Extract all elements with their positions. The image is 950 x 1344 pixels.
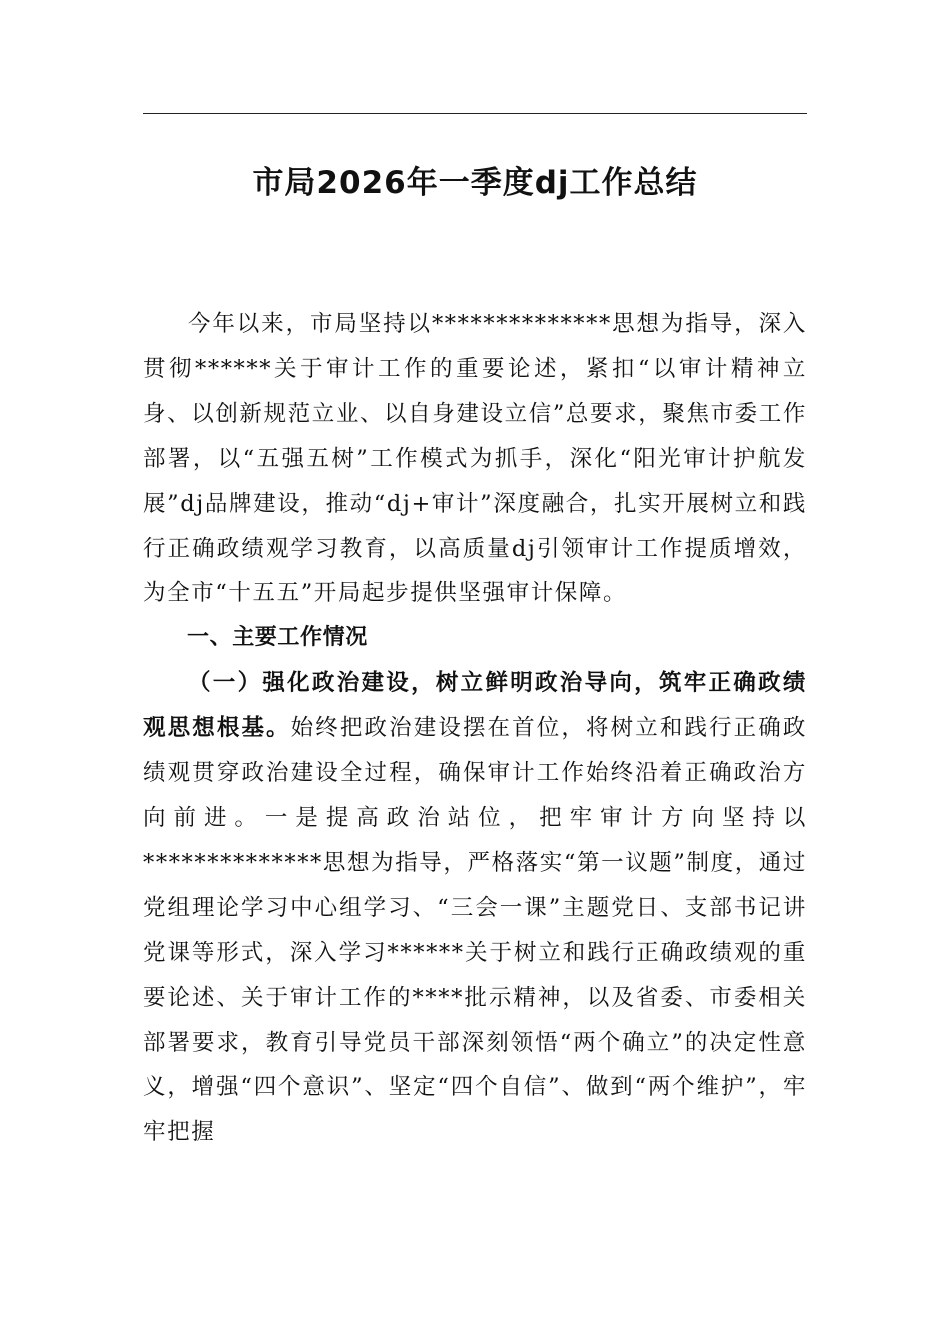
section-heading-main-work: 一、主要工作情况 [187, 625, 368, 651]
document-title: 市局2026年一季度dj工作总结 [252, 165, 698, 201]
intro-paragraph: 今年以来，市局坚持以**************思想为指导，深入贯彻******关于审计工作的重要论述，紧扣“以审计精神立身、以创新规范立业、以自身建设立信”总要求，聚焦市委工作部署，以“五强五树”工作模式为抓手，深化“阳光审计护航发展”dj品牌建设，推动“dj+审计”深度融合，扎实开展树立和践行正确政绩观学习教育，以高质量dj引领审计工作提质增效，为全市“十五五”开局起步提供坚强审计保障。 [143, 311, 807, 607]
document-body [143, 302, 807, 1155]
subsection-1-paragraph [143, 661, 807, 1155]
subsection-1-lead: （一）强化政治建设，树立鲜明政治导向，筑牢正确政绩观思想根基。 [143, 670, 807, 742]
subsection-1-body: 始终把政治建设摆在首位，将树立和践行正确政绩观贯穿政治建设全过程，确保审计工作始终沿着正确政治方向前进。一是提高政治站位，把牢审计方向坚持以**************思想为指导，严格落实“第一议题”制度，通过党组理论学习中心组学习、“三会一课”主题党日、支部书记讲党课等形式，深入学习******关于树立和践行正确政绩观的重要论述、关于审计工作的****批示精神，以及省委、市委相关部署要求，教育引导党员干部深刻领悟“两个确立”的决定性意义，增强“四个意识”、坚定“四个自信”、做到“两个维护”，牢牢把握 [143, 715, 808, 1146]
header-rule [143, 113, 807, 114]
